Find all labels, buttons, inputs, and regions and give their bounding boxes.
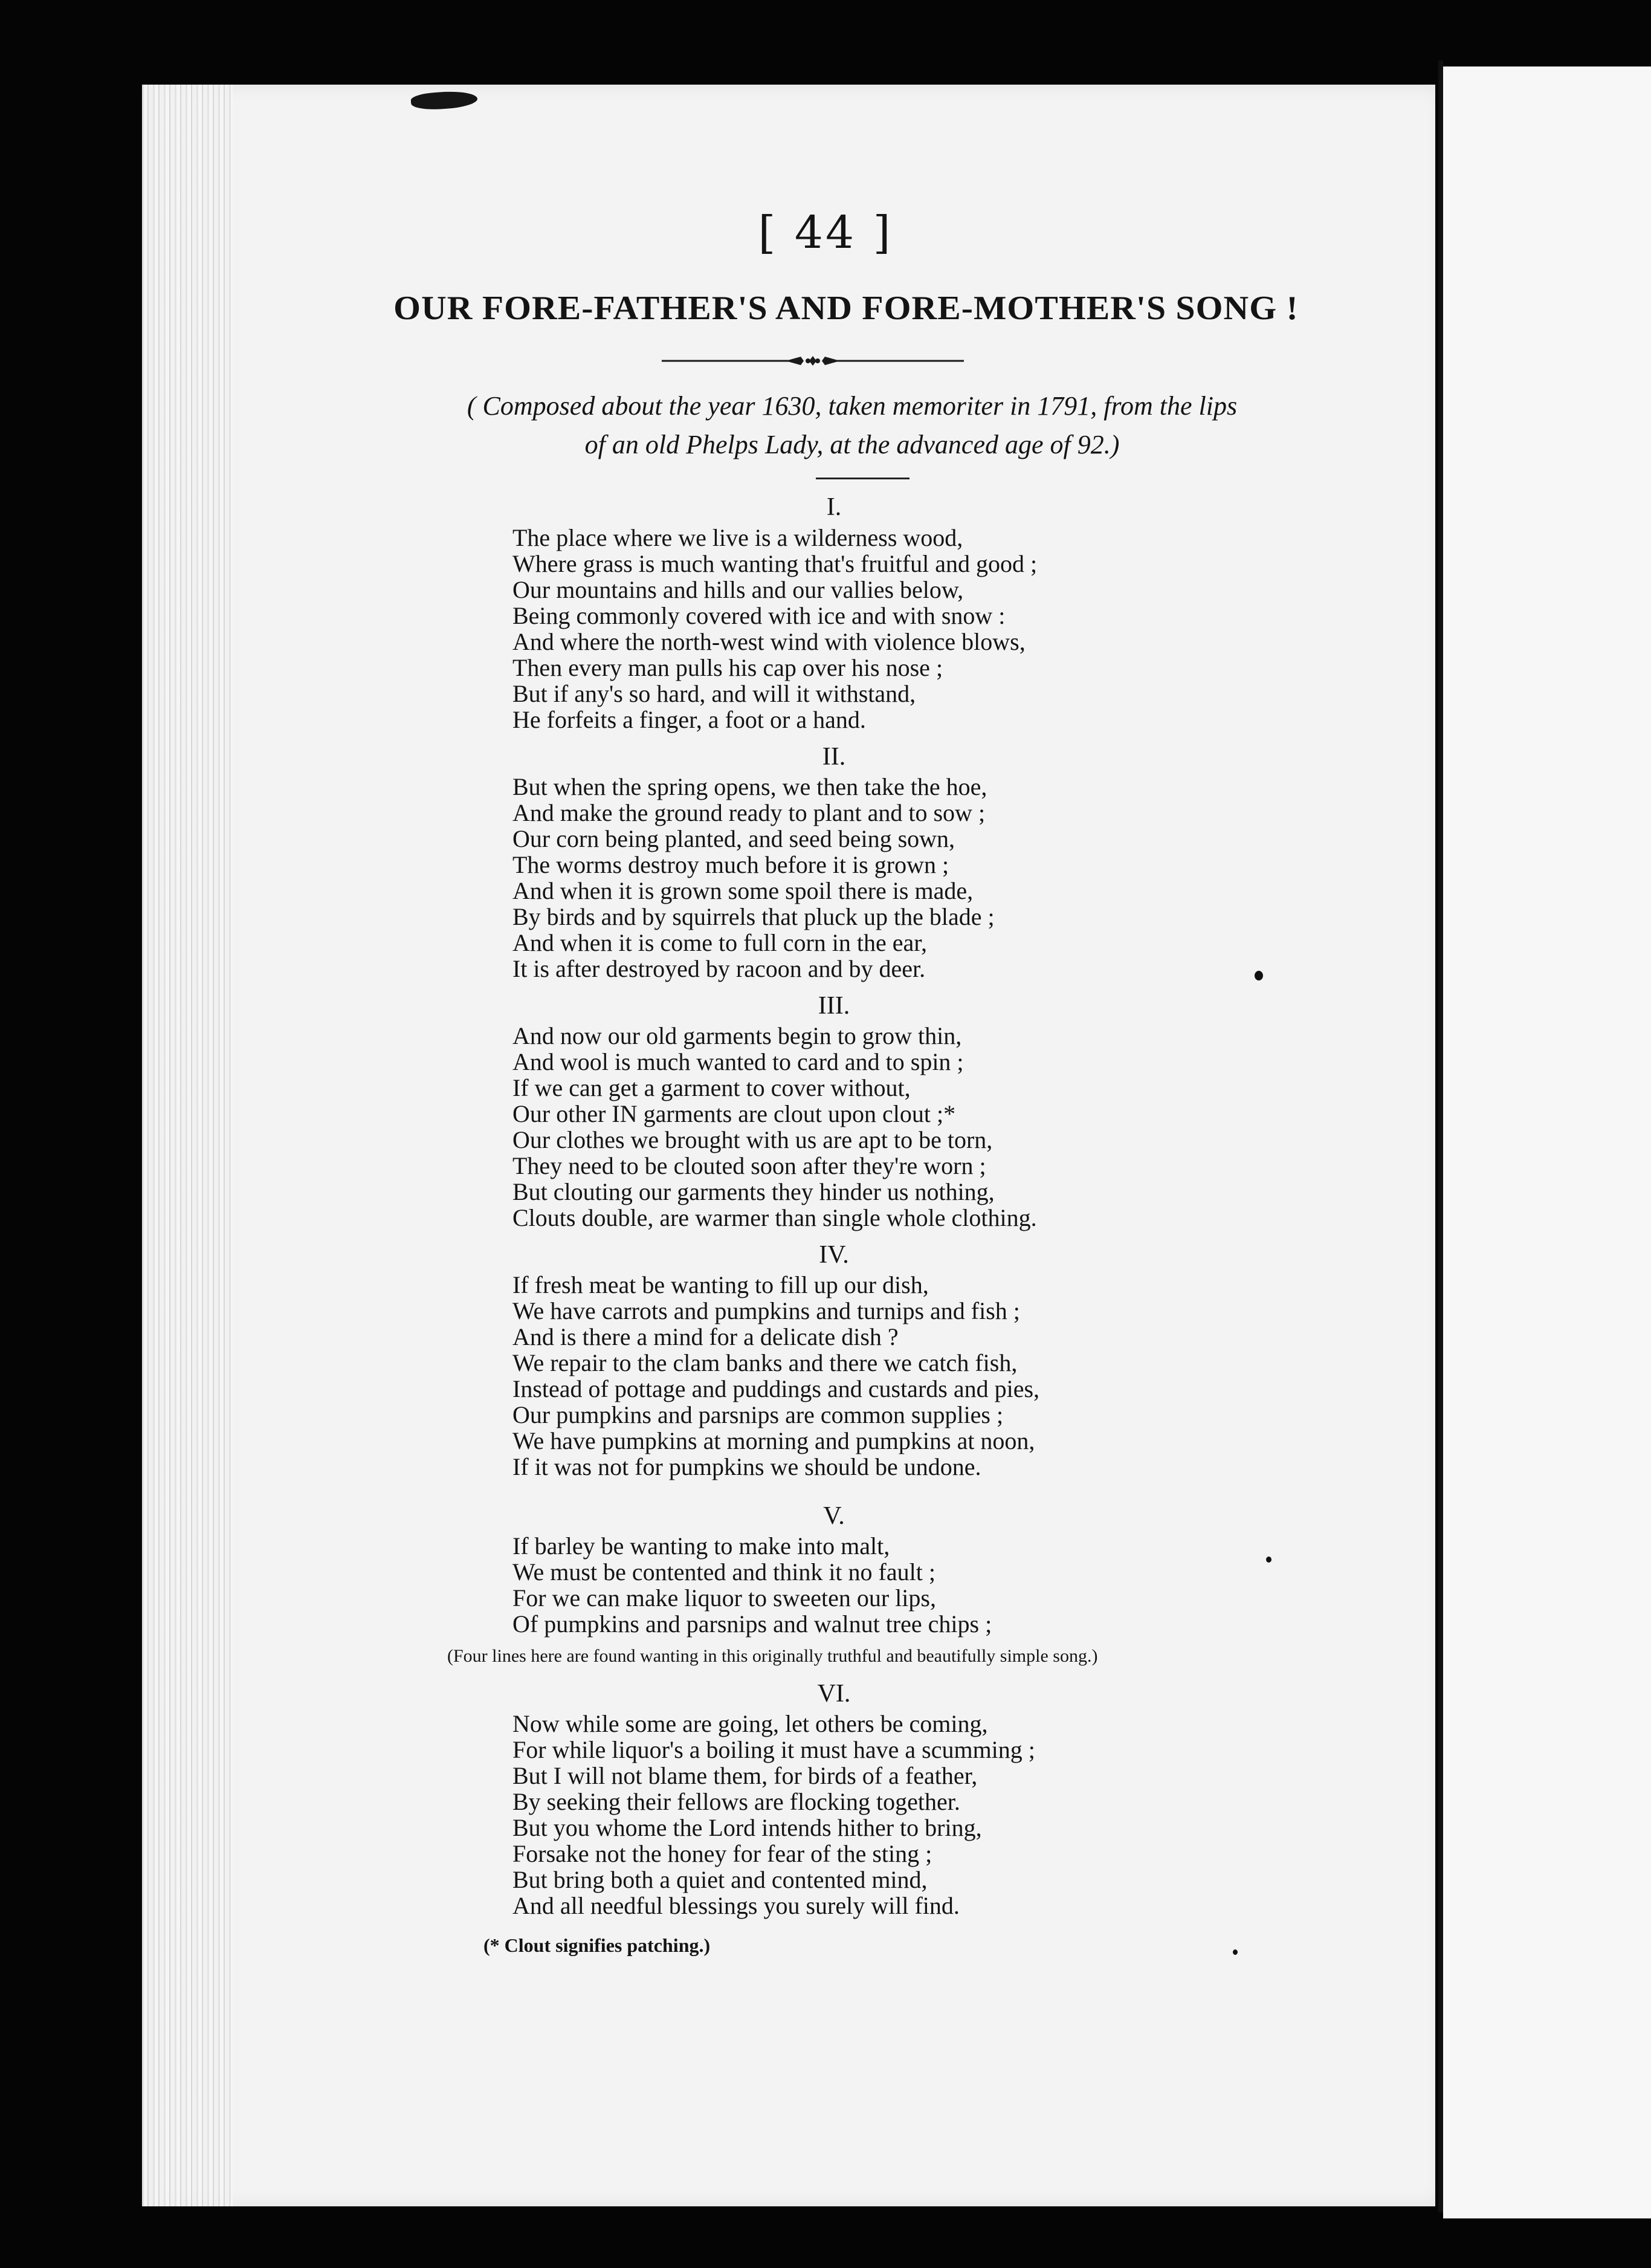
verse-line: Our corn being planted, and seed being sown, — [512, 825, 955, 852]
verse-line: If barley be wanting to make into malt, — [512, 1532, 890, 1560]
stanza-numeral: IV. — [819, 1241, 849, 1269]
verse-line: Clouts double, are warmer than single whole clothing. — [512, 1204, 1037, 1231]
page-edge-stack — [142, 85, 233, 2206]
verse-line: Our mountains and hills and our vallies below, — [512, 576, 964, 603]
verse-line: Our other IN garments are clout upon clout ;* — [512, 1100, 956, 1127]
verse-line: But when the spring opens, we then take the hoe, — [512, 773, 987, 800]
verse-line: We have pumpkins at morning and pumpkins at noon, — [512, 1427, 1035, 1454]
verse-line: For we can make liquor to sweeten our lips, — [512, 1584, 936, 1612]
stanza-1 — [512, 525, 1268, 733]
verse-line: We repair to the clam banks and there we catch fish, — [512, 1349, 1018, 1376]
verse-line: And where the north-west wind with violence blows, — [512, 628, 1026, 655]
subtitle-line-1: ( Composed about the year 1630, taken memoriter in 1791, from the lips — [467, 391, 1238, 421]
song-title: OUR FORE-FATHER'S AND FORE-MOTHER'S SONG ! — [393, 290, 1299, 327]
verse-line: They need to be clouted soon after they're worn ; — [512, 1152, 986, 1179]
ink-speck — [1233, 1949, 1238, 1955]
verse-line: Where grass is much wanting that's fruitful and good ; — [512, 550, 1038, 577]
stanza-3 — [512, 1023, 1268, 1231]
page-gutter — [1438, 60, 1443, 2212]
verse-line: But clouting our garments they hinder us nothing, — [512, 1178, 995, 1205]
verse-line: If fresh meat be wanting to fill up our dish, — [512, 1271, 929, 1298]
verse-line: But bring both a quiet and contented mind, — [512, 1866, 928, 1893]
verse-line: And is there a mind for a delicate dish ? — [512, 1323, 899, 1350]
stanza-6 — [512, 1711, 1268, 1919]
verse-line: And wool is much wanted to card and to spin ; — [512, 1048, 964, 1075]
verse-line: And when it is grown some spoil there is made, — [512, 877, 974, 904]
stanza-numeral: II. — [822, 743, 846, 771]
verse-line: Being commonly covered with ice and with snow : — [512, 602, 1006, 629]
verse-line: Our clothes we brought with us are apt to be torn, — [512, 1126, 993, 1153]
stanza-5 — [512, 1533, 1268, 1637]
verse-line: We have carrots and pumpkins and turnips and fish ; — [512, 1297, 1020, 1324]
missing-lines-note: (Four lines here are found wanting in this originally truthful and beautifully simple song.) — [447, 1646, 1098, 1666]
verse-line: And make the ground ready to plant and to sow ; — [512, 799, 986, 826]
verse-line: And now our old garments begin to grow thin, — [512, 1022, 962, 1049]
ink-speck — [1255, 971, 1263, 980]
verse-line: For while liquor's a boiling it must have a scumming ; — [512, 1736, 1035, 1763]
subtitle-line-2: of an old Phelps Lady, at the advanced age of 92.) — [584, 430, 1120, 459]
stanza-numeral: III. — [818, 992, 850, 1020]
verse-line: The place where we live is a wilderness wood, — [512, 524, 963, 551]
verse-line: By seeking their fellows are flocking together. — [512, 1788, 960, 1815]
verse-line: By birds and by squirrels that pluck up the blade ; — [512, 903, 995, 930]
verse-line: Instead of pottage and puddings and custards and pies, — [512, 1375, 1040, 1402]
verse-line: Then every man pulls his cap over his nose ; — [512, 654, 943, 681]
verse-line: If it was not for pumpkins we should be undone. — [512, 1453, 981, 1480]
ink-speck — [1266, 1557, 1271, 1563]
verse-line: Our pumpkins and parsnips are common supplies ; — [512, 1401, 1004, 1428]
verse-line: Of pumpkins and parsnips and walnut tree chips ; — [512, 1610, 992, 1638]
verse-line: The worms destroy much before it is grown ; — [512, 851, 949, 878]
subtitle — [363, 387, 1342, 464]
stanza-4 — [512, 1272, 1268, 1480]
stanza-numeral: VI. — [817, 1680, 851, 1708]
verse-line: But if any's so hard, and will it withstand, — [512, 680, 916, 707]
subtitle-rule — [816, 478, 910, 479]
verse-line: But I will not blame them, for birds of a feather, — [512, 1762, 978, 1789]
verse-line: It is after destroyed by racoon and by deer. — [512, 955, 926, 982]
verse-line: We must be contented and think it no fault ; — [512, 1558, 935, 1586]
footnote: (* Clout signifies patching.) — [483, 1934, 711, 1956]
stanza-2 — [512, 774, 1268, 982]
page-number: [ 44 ] — [758, 207, 893, 259]
stanza-numeral: V. — [823, 1502, 845, 1530]
verse-line: But you whome the Lord intends hither to bring, — [512, 1814, 982, 1841]
verse-line: Forsake not the honey for fear of the sting ; — [512, 1840, 932, 1867]
verse-line: And when it is come to full corn in the ear, — [512, 929, 927, 956]
facing-page — [1443, 66, 1651, 2218]
verse-line: Now while some are going, let others be coming, — [512, 1710, 988, 1737]
stanza-numeral: I. — [826, 493, 842, 521]
verse-line: If we can get a garment to cover without, — [512, 1074, 911, 1101]
verse-line: And all needful blessings you surely will find. — [512, 1892, 960, 1919]
verse-line: He forfeits a finger, a foot or a hand. — [512, 706, 866, 733]
title-ornament — [656, 352, 970, 370]
